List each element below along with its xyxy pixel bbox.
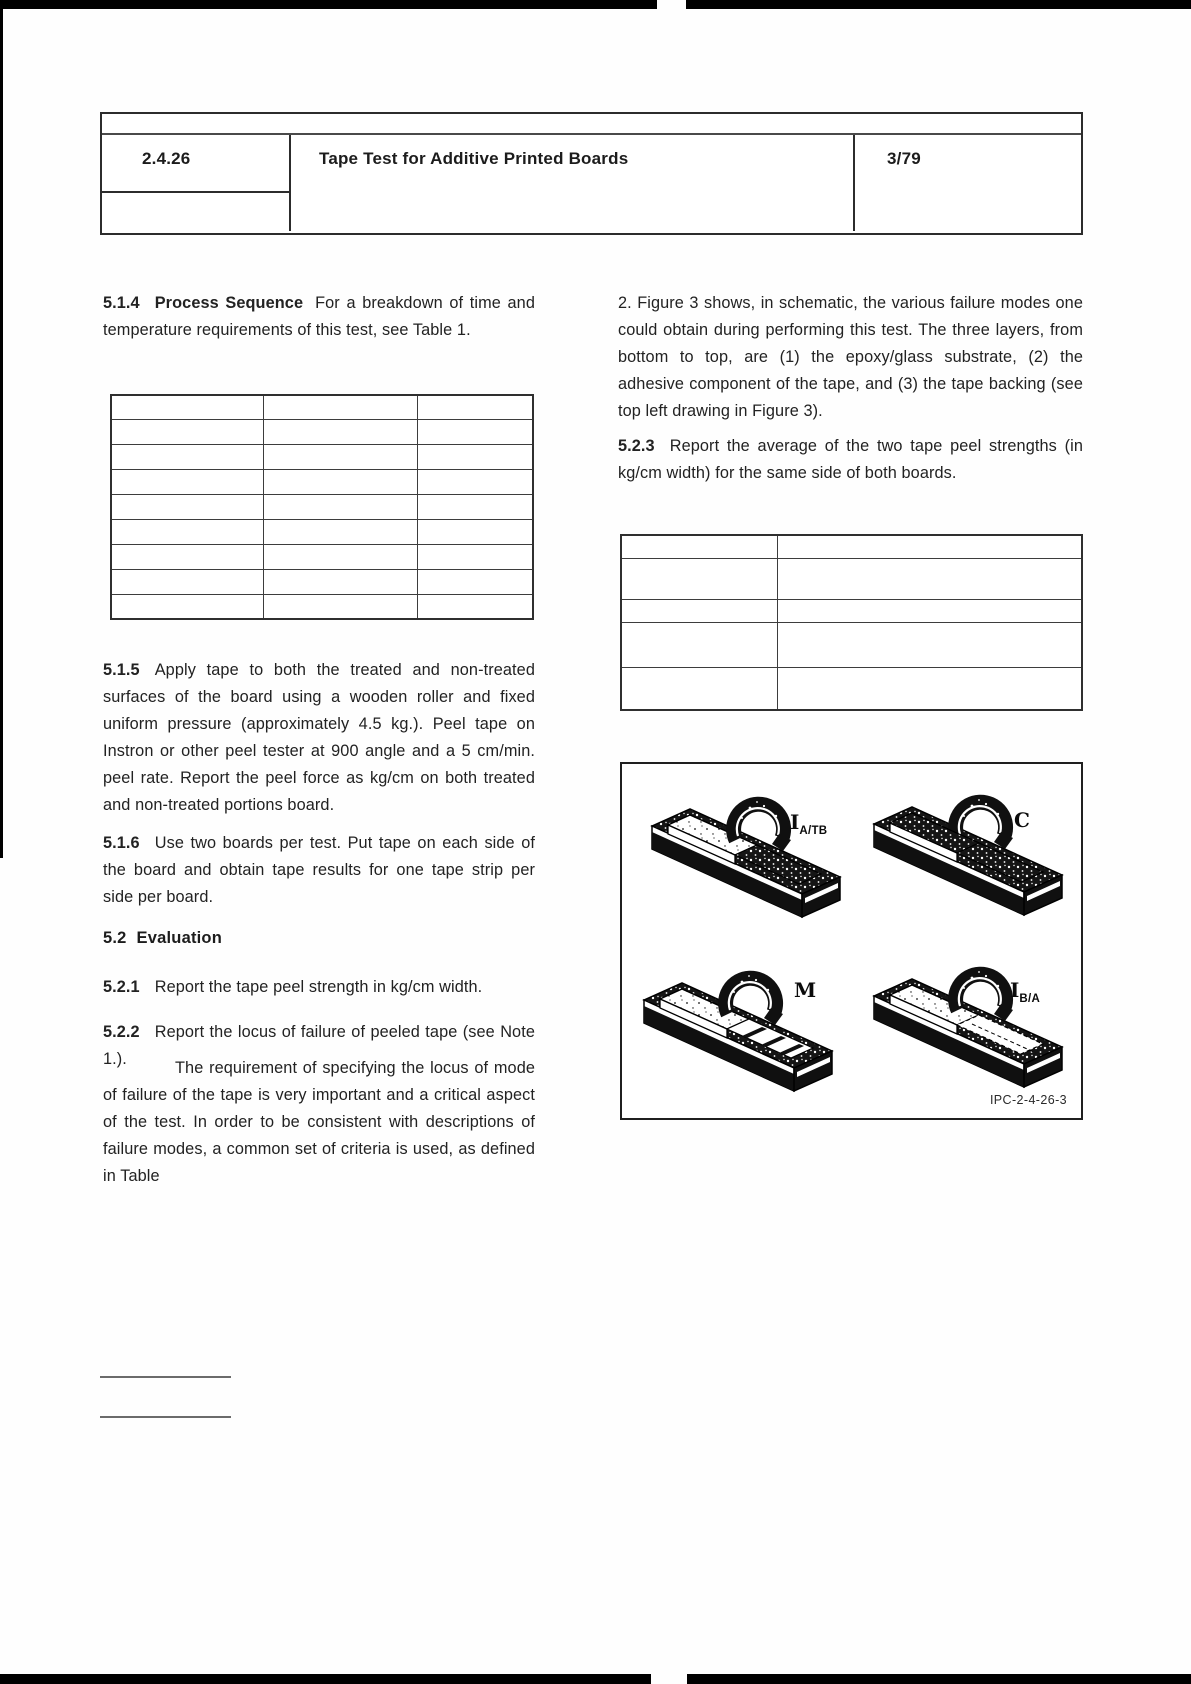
table-row [111,569,533,594]
table-row [111,445,533,470]
table-cell [778,535,1082,558]
figure-caption: IPC-2-4-26-3 [989,1093,1067,1107]
table-cell [417,544,533,569]
failure-modes-illustration [622,764,1081,1118]
table-cell [264,470,418,495]
section-5-1-4 [103,290,535,344]
table-cell [621,667,778,710]
section-number: 5.2.3 [618,437,655,455]
table-cell [111,519,264,544]
footnote-rule-2 [100,1416,231,1418]
figure-3-failure-modes [620,762,1083,1120]
section-5-1-5 [103,657,535,819]
section-5-1-6 [103,830,535,911]
table-cell [264,445,418,470]
scan-artifact-left-line [0,0,3,858]
date-cell [855,135,1081,231]
table-row [621,558,1082,599]
table-cell [417,420,533,445]
header-top-row [102,114,1081,135]
header-main-row [102,135,1081,231]
doc-number-cell [102,135,291,231]
table-cell [264,420,418,445]
table-cell [417,495,533,520]
table-cell [111,594,264,619]
table-cell [264,519,418,544]
table-1-process-sequence [110,394,534,620]
table-cell [778,667,1082,710]
drawing-c [874,799,1062,915]
section-5-2-1 [103,974,535,1001]
figure-label-m: M [794,978,817,1002]
section-number: 5.2 [103,929,127,947]
table-cell [778,558,1082,599]
table-cell [111,445,264,470]
section-heading: Evaluation [136,929,222,947]
paragraph-text: 2. Figure 3 shows, in schematic, the various failure modes one could obtain during performing this test. The three layers, from bottom to top, are (1) the epoxy/glass substrate, (2) the adhesive component of the tape, and (3) the tape backing (see top left drawing in Figure 3). [618,294,1083,420]
table-cell [111,470,264,495]
table-row [111,544,533,569]
section-number: 5.1.5 [103,661,140,679]
table-cell [621,599,778,622]
table-cell [111,395,264,420]
table-row [111,395,533,420]
scan-artifact-bottom-notch [651,1674,687,1684]
table-cell [111,495,264,520]
figure-label-ia-tb: $I_{A/TB}$ [790,810,828,837]
doc-number: 2.4.26 [142,149,191,168]
table-cell [621,558,778,599]
section-5-2-3 [618,433,1083,487]
section-text: Report the tape peel strength in kg/cm width. [154,978,483,996]
scan-artifact-top-bar [0,0,1191,9]
table-cell [778,622,1082,667]
table-2-results [620,534,1083,711]
table-cell [778,599,1082,622]
table-cell [417,594,533,619]
table-cell [417,519,533,544]
section-text: Report the average of the two tape peel strengths (in kg/cm width) for the same side of both boards. [618,437,1083,482]
table-row [111,495,533,520]
table-cell [417,569,533,594]
table-cell [621,622,778,667]
title-cell [291,135,855,231]
table-cell [264,544,418,569]
table-row [621,622,1082,667]
paragraph-text: The requirement of specifying the locus of mode of failure of the tape is very important and a critical aspect of the test. In order to be consistent with descriptions of failure modes, a common set of criteria is used, as defined in Table [103,1059,535,1185]
section-number: 5.2.2 [103,1023,140,1041]
table-cell [111,544,264,569]
table-row [111,594,533,619]
section-number: 5.1.4 [103,294,140,312]
table-row [111,519,533,544]
section-text: Use two boards per test. Put tape on each side of the board and obtain tape results for one tape strip per side per board. [103,834,535,906]
doc-number-divider [102,191,289,193]
table-row [621,667,1082,710]
figure3-paragraph [618,290,1083,425]
section-text: Apply tape to both the treated and non-treated surfaces of the board using a wooden roller and fixed uniform pressure (approximately 4.5 kg.). Peel tape on Instron or other peel tester at 900 angle and a 5 cm/min. peel rate. Report the peel force as kg/cm on both treated and non-treated portions board. [103,661,535,814]
table-cell [417,445,533,470]
table-row [111,470,533,495]
table-cell [111,569,264,594]
table-cell [264,495,418,520]
table-row [111,420,533,445]
scan-artifact-top-notch [657,0,686,9]
table-cell [621,535,778,558]
table-row [621,599,1082,622]
table-cell [417,470,533,495]
table-cell [264,569,418,594]
page-title: Tape Test for Additive Printed Boards [319,149,629,168]
section-text: For a breakdown of time and temperature requirements of this test, see Table 1. [103,294,535,339]
header-table [100,112,1083,235]
section-5-2-heading [103,929,222,948]
table-cell [264,594,418,619]
table-row [621,535,1082,558]
scan-artifact-bottom-bar [0,1674,1191,1684]
footnote-rule-1 [100,1376,231,1378]
figure-label-c: C [1014,808,1030,832]
locus-paragraph [103,1055,535,1190]
section-text: Report the locus of failure of peeled tape (see Note 1.). [103,1023,535,1068]
section-number: 5.1.6 [103,834,140,852]
figure-label-ib-a: $I_{B/A}$ [1010,978,1041,1005]
table-cell [111,420,264,445]
section-heading: Process Sequence [154,294,304,312]
revision-date: 3/79 [887,149,921,168]
section-number: 5.2.1 [103,978,140,996]
table-cell [264,395,418,420]
table-cell [417,395,533,420]
